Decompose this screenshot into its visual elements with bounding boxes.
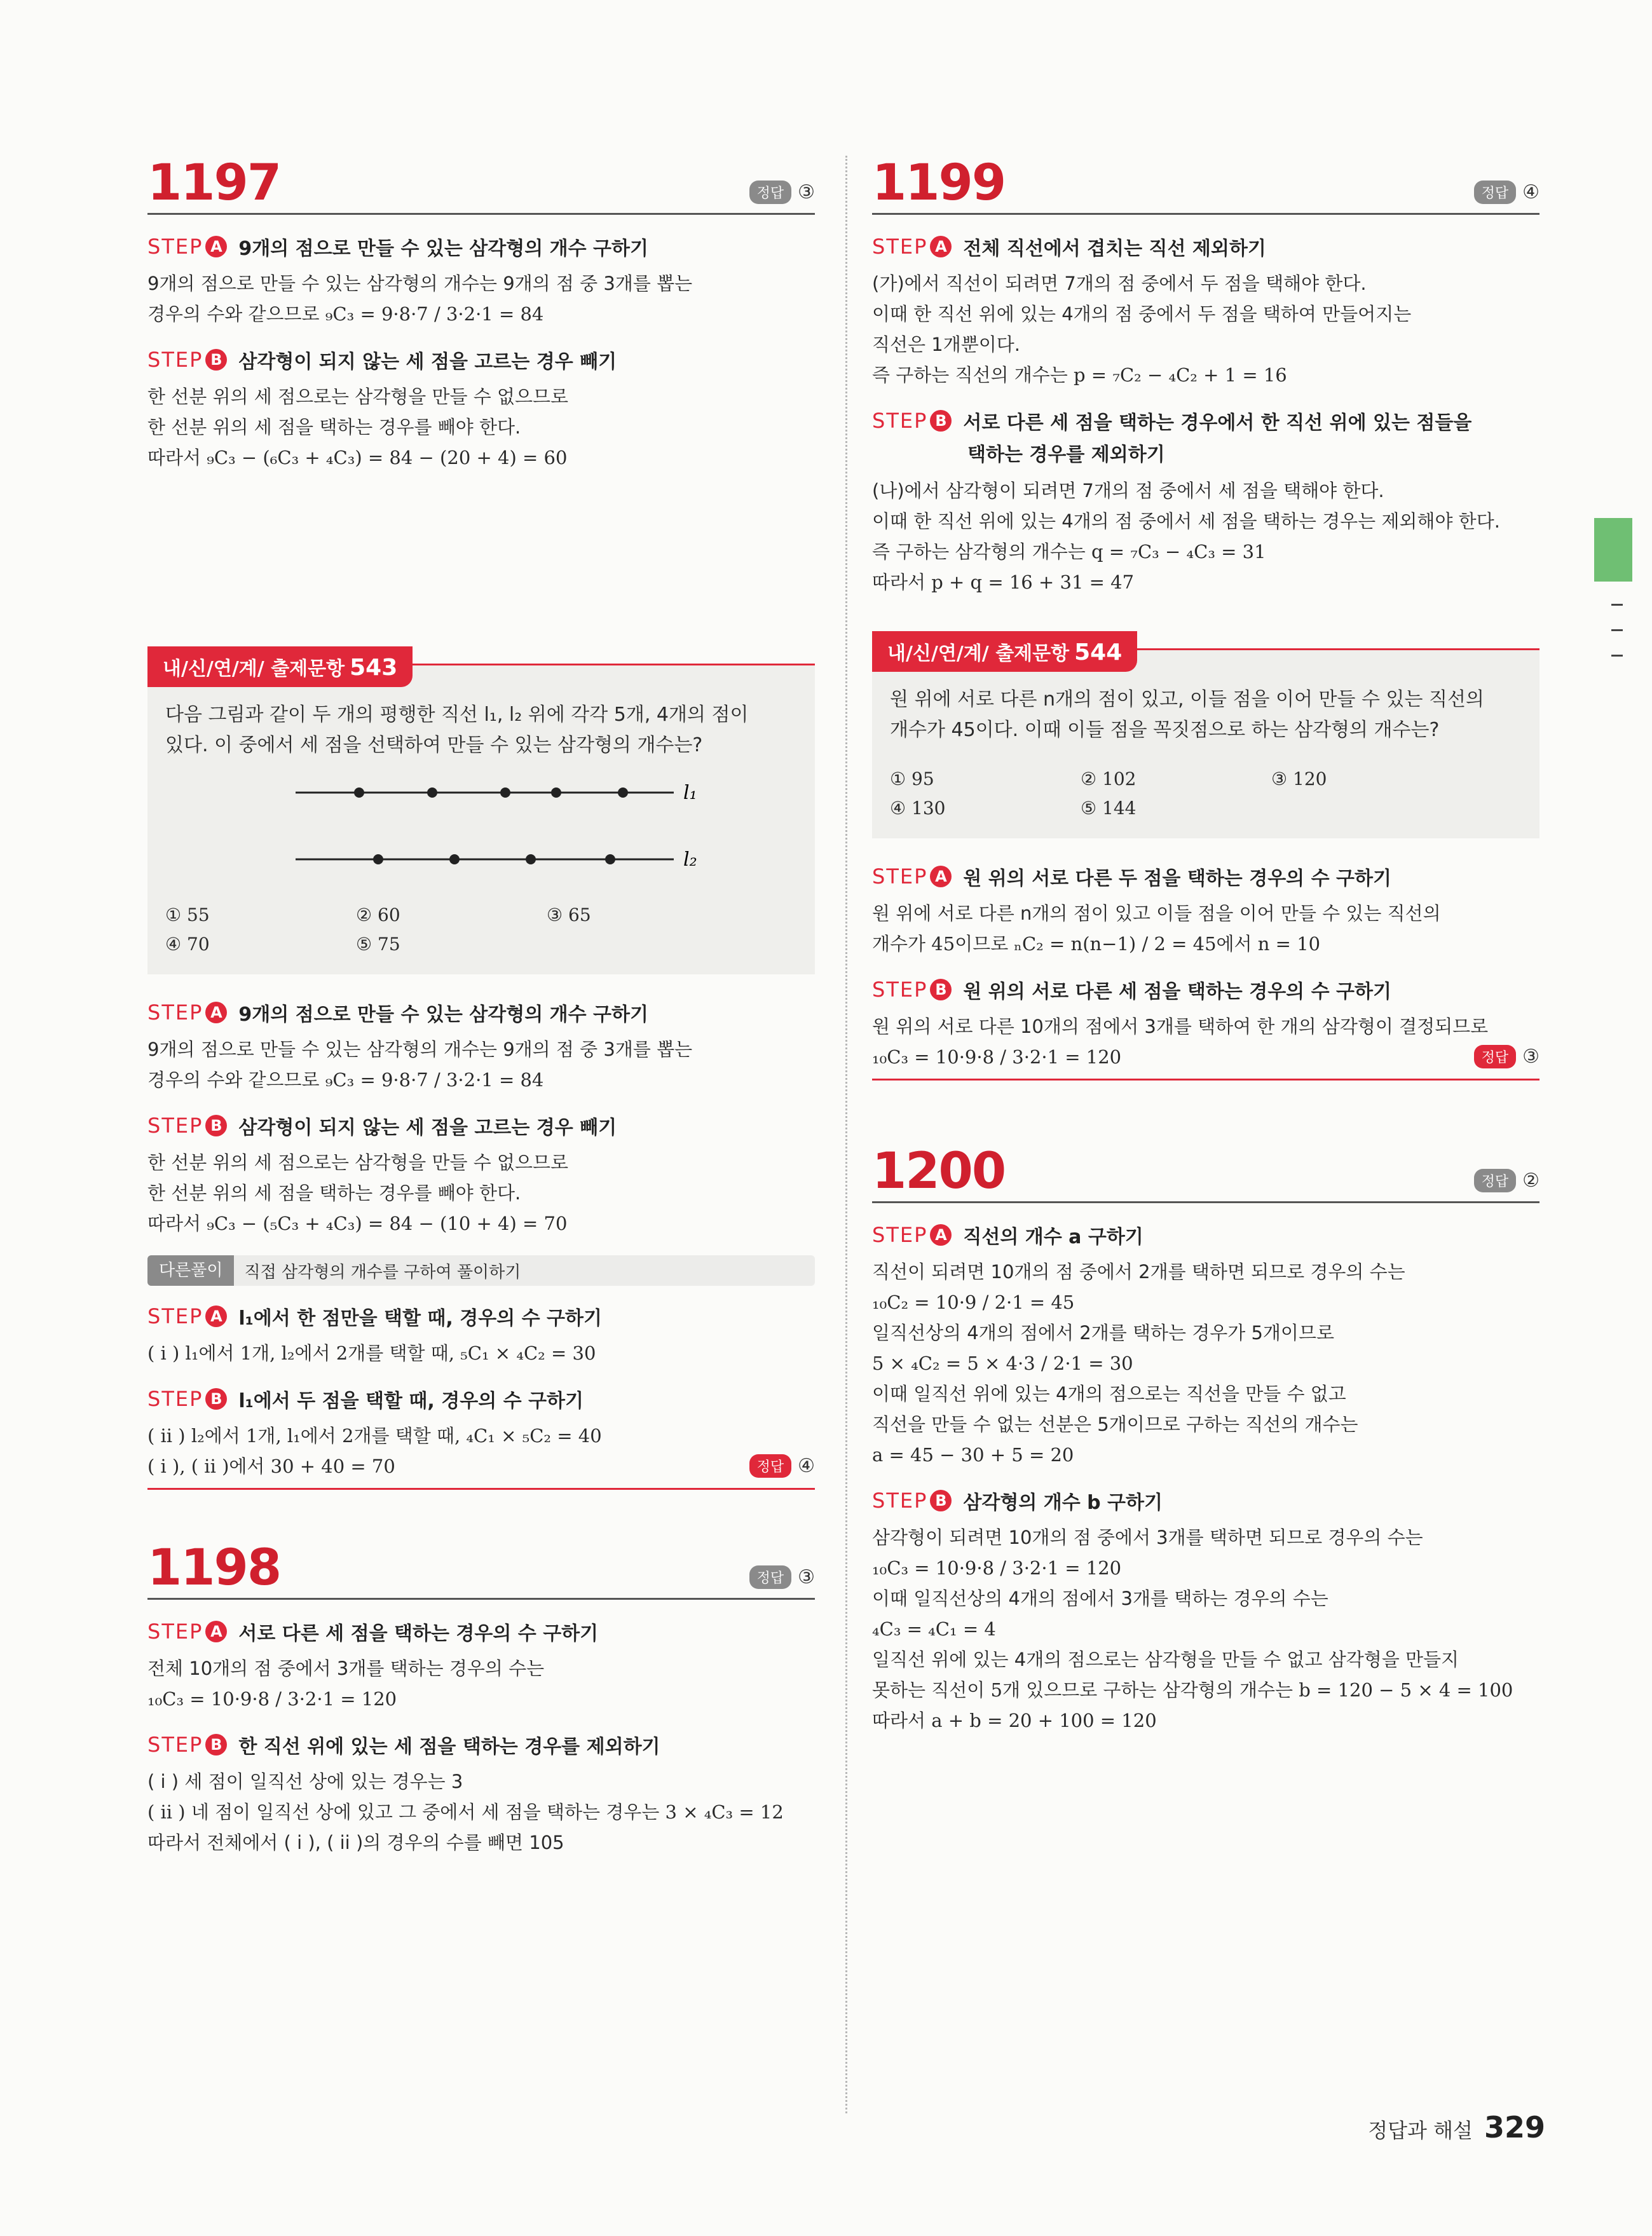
point (427, 787, 437, 798)
solution-line: 한 선분 위의 세 점으로는 삼각형을 만들 수 없으므로 (147, 1152, 569, 1173)
related-question-number: 543 (350, 655, 398, 681)
solution-line: 못하는 직선이 5개 있으므로 구하는 삼각형의 개수는 b = 120 − 5 × 4 = 100 (872, 1679, 1513, 1701)
related-question-tag-text: 내/신/연/계/ 출제문항 (163, 658, 345, 680)
answer (1474, 1169, 1539, 1192)
step-title: 원 위의 서로 다른 세 점을 택하는 경우의 수 구하기 (963, 981, 1391, 1003)
solution-line: 따라서 a + b = 20 + 100 = 120 (872, 1710, 1157, 1731)
section-end-line (147, 1488, 815, 1490)
problem-number: 1197 (147, 154, 281, 212)
solution-line: 9개의 점으로 만들 수 있는 삼각형의 개수는 9개의 점 중 3개를 뽑는 (147, 273, 693, 294)
solution-line: 한 선분 위의 세 점을 택하는 경우를 빼야 한다. (147, 1182, 521, 1204)
step-b (147, 346, 815, 374)
step-title: 한 직선 위에 있는 세 점을 택하는 경우를 제외하기 (238, 1736, 660, 1758)
step-label: STEP (147, 1619, 203, 1644)
step-label: STEP (147, 1387, 203, 1411)
solution-line: a = 45 − 30 + 5 = 20 (872, 1444, 1074, 1466)
step-label: STEP (147, 1114, 203, 1138)
solution-line: 전체 10개의 점 중에서 3개를 택하는 경우의 수는 (147, 1658, 545, 1679)
step-b (147, 1112, 815, 1140)
step-title: 삼각형이 되지 않는 세 점을 고르는 경우 빼기 (238, 1117, 617, 1139)
solution-line: 삼각형이 되려면 10개의 점 중에서 3개를 택하면 되므로 경우의 수는 (872, 1527, 1423, 1548)
question-line: 있다. 이 중에서 세 점을 선택하여 만들 수 있는 삼각형의 개수는? (165, 734, 703, 756)
related-question-tag-text: 내/신/연/계/ 출제문항 (887, 643, 1070, 665)
related-question-543 (147, 655, 815, 974)
step-letter: B (930, 1490, 952, 1511)
step-letter: A (205, 1002, 227, 1023)
choice[interactable]: ⑤ 144 (1081, 798, 1137, 819)
problem-number: 1198 (147, 1539, 281, 1597)
solution-line: 직선을 만들 수 없는 선분은 5개이므로 구하는 직선의 개수는 (872, 1414, 1358, 1435)
step-a (872, 1221, 1539, 1249)
solution-line: 원 위의 서로 다른 10개의 점에서 3개를 택하여 한 개의 삼각형이 결정되므로 (872, 1016, 1489, 1037)
step-label: STEP (872, 1489, 928, 1513)
problem-1198-header (147, 1528, 815, 1600)
solution-line: ( i ) 세 점이 일직선 상에 있는 경우는 3 (147, 1771, 463, 1792)
alternate-solution-banner (147, 1255, 815, 1286)
solution-line: 이때 한 직선 위에 있는 4개의 점 중에서 두 점을 택하여 만들어지는 (872, 303, 1412, 325)
step-title: 9개의 점으로 만들 수 있는 삼각형의 개수 구하기 (238, 1004, 648, 1026)
point (373, 854, 383, 864)
page-footer (1368, 2110, 1545, 2144)
solution-line: 이때 일직선 위에 있는 4개의 점으로는 직선을 만들 수 없고 (872, 1383, 1346, 1405)
answer-value: ④ (798, 1455, 815, 1477)
point (449, 854, 460, 864)
step-letter: B (205, 349, 227, 371)
solution-line: 개수가 45이므로 ₙC₂ = n(n−1) / 2 = 45에서 n = 10 (872, 933, 1321, 955)
step-title: 9개의 점으로 만들 수 있는 삼각형의 개수 구하기 (238, 238, 648, 260)
choice[interactable]: ① 55 (165, 904, 210, 925)
solution-line: 따라서 ₉C₃ − (₅C₃ + ₄C₃) = 84 − (10 + 4) = 70 (147, 1213, 568, 1234)
solution-line: 한 선분 위의 세 점으로는 삼각형을 만들 수 없으므로 (147, 386, 569, 407)
step-title: 서로 다른 세 점을 택하는 경우의 수 구하기 (238, 1623, 599, 1645)
solution-line: 따라서 전체에서 ( i ), ( ii )의 경우의 수를 빼면 105 (147, 1832, 564, 1853)
answer-value: ③ (798, 181, 815, 203)
step-b (872, 1487, 1539, 1515)
solution-line: ( i ) l₁에서 1개, l₂에서 2개를 택할 때, ₅C₁ × ₄C₂ = 30 (147, 1342, 596, 1364)
step-label: STEP (147, 348, 203, 372)
solution-line: 즉 구하는 직선의 개수는 p = ₇C₂ − ₄C₂ + 1 = 16 (872, 364, 1287, 386)
column-divider (845, 156, 847, 2113)
choice[interactable]: ④ 130 (890, 798, 946, 819)
related-question-tag (872, 631, 1137, 672)
solution-line: 따라서 ₉C₃ − (₆C₃ + ₄C₃) = 84 − (20 + 4) = 60 (147, 447, 568, 468)
related-question-number: 544 (1074, 639, 1123, 665)
alternate-solution-title: 직접 삼각형의 개수를 구하여 풀이하기 (244, 1262, 521, 1282)
step-letter: A (205, 1621, 227, 1642)
solution-line: 직선이 되려면 10개의 점 중에서 2개를 택하면 되므로 경우의 수는 (872, 1261, 1405, 1283)
step-letter: A (205, 1305, 227, 1327)
solution-line: ( ii ) l₂에서 1개, l₁에서 2개를 택할 때, ₄C₁ × ₅C₂ = 40 (147, 1425, 602, 1447)
problem-1199-header (872, 143, 1539, 215)
answer (749, 1454, 815, 1478)
answer-value: ③ (798, 1566, 815, 1588)
problem-1197-header (147, 143, 815, 215)
problem-number: 1199 (872, 154, 1006, 212)
question-line: 원 위에 서로 다른 n개의 점이 있고, 이들 점을 이어 만들 수 있는 직선의 (890, 688, 1484, 711)
step-title: 삼각형의 개수 b 구하기 (963, 1492, 1163, 1514)
step-title: 삼각형이 되지 않는 세 점을 고르는 경우 빼기 (238, 351, 617, 373)
solution-line: 직선은 1개뿐이다. (872, 334, 1020, 355)
solution-line: (나)에서 삼각형이 되려면 7개의 점 중에서 세 점을 택해야 한다. (872, 480, 1384, 501)
right-column (872, 143, 1539, 1736)
choices (165, 901, 797, 959)
point (354, 787, 364, 798)
answer-tag: 정답 (749, 1454, 792, 1478)
side-mark (1611, 604, 1623, 606)
solution-line: 9개의 점으로 만들 수 있는 삼각형의 개수는 9개의 점 중 3개를 뽑는 (147, 1039, 693, 1060)
left-column (147, 143, 815, 1858)
point (551, 787, 561, 798)
question-line: 다음 그림과 같이 두 개의 평행한 직선 l₁, l₂ 위에 각각 5개, 4개의 점이 (165, 704, 749, 726)
solution-line: ₁₀C₃ = 10·9·8 / 3·2·1 = 120 (872, 1046, 1122, 1068)
answer (749, 1565, 815, 1589)
step-letter: B (930, 410, 952, 432)
step-b (147, 1385, 815, 1413)
line-l2-label: l₂ (683, 849, 697, 871)
step-letter: B (205, 1734, 227, 1755)
line-l1-label: l₁ (683, 782, 697, 804)
step-a (147, 999, 815, 1026)
solution-line: 원 위에 서로 다른 n개의 점이 있고 이들 점을 이어 만들 수 있는 직선의 (872, 903, 1441, 924)
solution-line: ₁₀C₃ = 10·9·8 / 3·2·1 = 120 (872, 1557, 1122, 1579)
answer-row (872, 1042, 1539, 1072)
step-label: STEP (872, 409, 928, 433)
solution-line: 일직선상의 4개의 점에서 2개를 택하는 경우가 5개이므로 (872, 1322, 1334, 1344)
solution-line: ( ii ) 네 점이 일직선 상에 있고 그 중에서 세 점을 택하는 경우는 3 × ₄C₃ = 12 (147, 1801, 784, 1823)
solution-line: ₁₀C₂ = 10·9 / 2·1 = 45 (872, 1292, 1075, 1313)
step-label: STEP (147, 1304, 203, 1328)
step-label: STEP (147, 1000, 203, 1025)
step-label: STEP (147, 1733, 203, 1757)
solution-line: 이때 한 직선 위에 있는 4개의 점 중에서 세 점을 택하는 경우는 제외해야 한다. (872, 510, 1500, 532)
point (526, 854, 536, 864)
answer-value: ④ (1522, 181, 1539, 203)
solution-line: 경우의 수와 같으므로 ₉C₃ = 9·8·7 / 3·2·1 = 84 (147, 303, 544, 325)
step-title: l₁에서 두 점을 택할 때, 경우의 수 구하기 (238, 1390, 584, 1412)
step-a (872, 233, 1539, 261)
side-mark (1611, 629, 1623, 631)
solution-line: ( i ), ( ii )에서 30 + 40 = 70 (147, 1455, 395, 1477)
side-mark (1611, 655, 1623, 657)
step-title: 직선의 개수 a 구하기 (963, 1226, 1143, 1248)
solution-line: 따라서 p + q = 16 + 31 = 47 (872, 571, 1135, 593)
solution-line: 이때 일직선상의 4개의 점에서 3개를 택하는 경우의 수는 (872, 1588, 1328, 1609)
answer-value: ③ (1522, 1046, 1539, 1068)
step-a (147, 233, 815, 261)
step-title: 서로 다른 세 점을 택하는 경우에서 한 직선 위에 있는 점들을 (963, 412, 1472, 434)
point (618, 787, 628, 798)
step-letter: A (205, 236, 227, 257)
page-number: 329 (1484, 2110, 1545, 2144)
answer-tag: 정답 (749, 181, 792, 204)
step-title: 전체 직선에서 겹치는 직선 제외하기 (963, 238, 1266, 260)
problem-1200-header (872, 1131, 1539, 1203)
step-label: STEP (872, 1223, 928, 1247)
step-title: 원 위의 서로 다른 두 점을 택하는 경우의 수 구하기 (963, 868, 1391, 890)
step-label: STEP (872, 864, 928, 889)
answer-tag: 정답 (1474, 181, 1517, 204)
step-a (872, 862, 1539, 890)
answer-row (147, 1451, 815, 1482)
related-question-tag (147, 646, 413, 687)
section-end-line (872, 1079, 1539, 1081)
problem-number: 1200 (872, 1143, 1006, 1200)
answer-tag: 정답 (1474, 1045, 1517, 1068)
step-title: l₁에서 한 점만을 택할 때, 경우의 수 구하기 (238, 1307, 602, 1330)
step-b (872, 407, 1539, 435)
solution-line: ₁₀C₃ = 10·9·8 / 3·2·1 = 120 (147, 1688, 397, 1710)
step-letter: A (930, 866, 952, 887)
step-a (147, 1302, 815, 1330)
footer-label: 정답과 해설 (1368, 2118, 1473, 2143)
choice[interactable]: ③ 65 (547, 904, 591, 925)
step-a (147, 1618, 815, 1646)
chapter-side-tab[interactable] (1594, 518, 1632, 582)
step-letter: B (205, 1115, 227, 1136)
alternate-solution-tag: 다른풀이 (147, 1255, 234, 1286)
step-title-continued: 택하는 경우를 제외하기 (967, 444, 1165, 466)
step-b (872, 976, 1539, 1004)
step-label: STEP (872, 978, 928, 1002)
solution-line: 경우의 수와 같으므로 ₉C₃ = 9·8·7 / 3·2·1 = 84 (147, 1069, 544, 1091)
answer (749, 181, 815, 204)
choice[interactable]: ③ 120 (1271, 768, 1327, 789)
step-label: STEP (147, 235, 203, 259)
solution-line: 한 선분 위의 세 점을 택하는 경우를 빼야 한다. (147, 416, 521, 438)
solution-line: ₄C₃ = ₄C₁ = 4 (872, 1618, 996, 1640)
choice[interactable]: ⑤ 75 (356, 934, 400, 955)
step-letter: B (930, 979, 952, 1000)
solution-line: 5 × ₄C₂ = 5 × 4·3 / 2·1 = 30 (872, 1353, 1133, 1374)
answer (1474, 1045, 1539, 1068)
answer-tag: 정답 (749, 1565, 792, 1589)
point (605, 854, 615, 864)
choice[interactable]: ② 60 (356, 904, 400, 925)
choices (890, 765, 1522, 823)
step-label: STEP (872, 235, 928, 259)
answer (1474, 181, 1539, 204)
choice[interactable]: ① 95 (890, 768, 934, 789)
related-question-544 (872, 639, 1539, 838)
answer-tag: 정답 (1474, 1169, 1517, 1192)
question-line: 개수가 45이다. 이때 이들 점을 꼭짓점으로 하는 삼각형의 개수는? (890, 719, 1440, 741)
step-letter: B (205, 1388, 227, 1410)
step-letter: A (930, 236, 952, 257)
choice[interactable]: ② 102 (1081, 768, 1137, 789)
step-b (147, 1731, 815, 1759)
choice[interactable]: ④ 70 (165, 934, 210, 955)
answer-value: ② (1522, 1169, 1539, 1192)
point (500, 787, 510, 798)
solution-line: (가)에서 직선이 되려면 7개의 점 중에서 두 점을 택해야 한다. (872, 273, 1367, 294)
step-letter: A (930, 1224, 952, 1246)
solution-line: 즉 구하는 삼각형의 개수는 q = ₇C₃ − ₄C₃ = 31 (872, 541, 1266, 562)
parallel-lines-figure (165, 761, 795, 888)
solution-line: 일직선 위에 있는 4개의 점으로는 삼각형을 만들 수 없고 삼각형을 만들지 (872, 1649, 1459, 1670)
